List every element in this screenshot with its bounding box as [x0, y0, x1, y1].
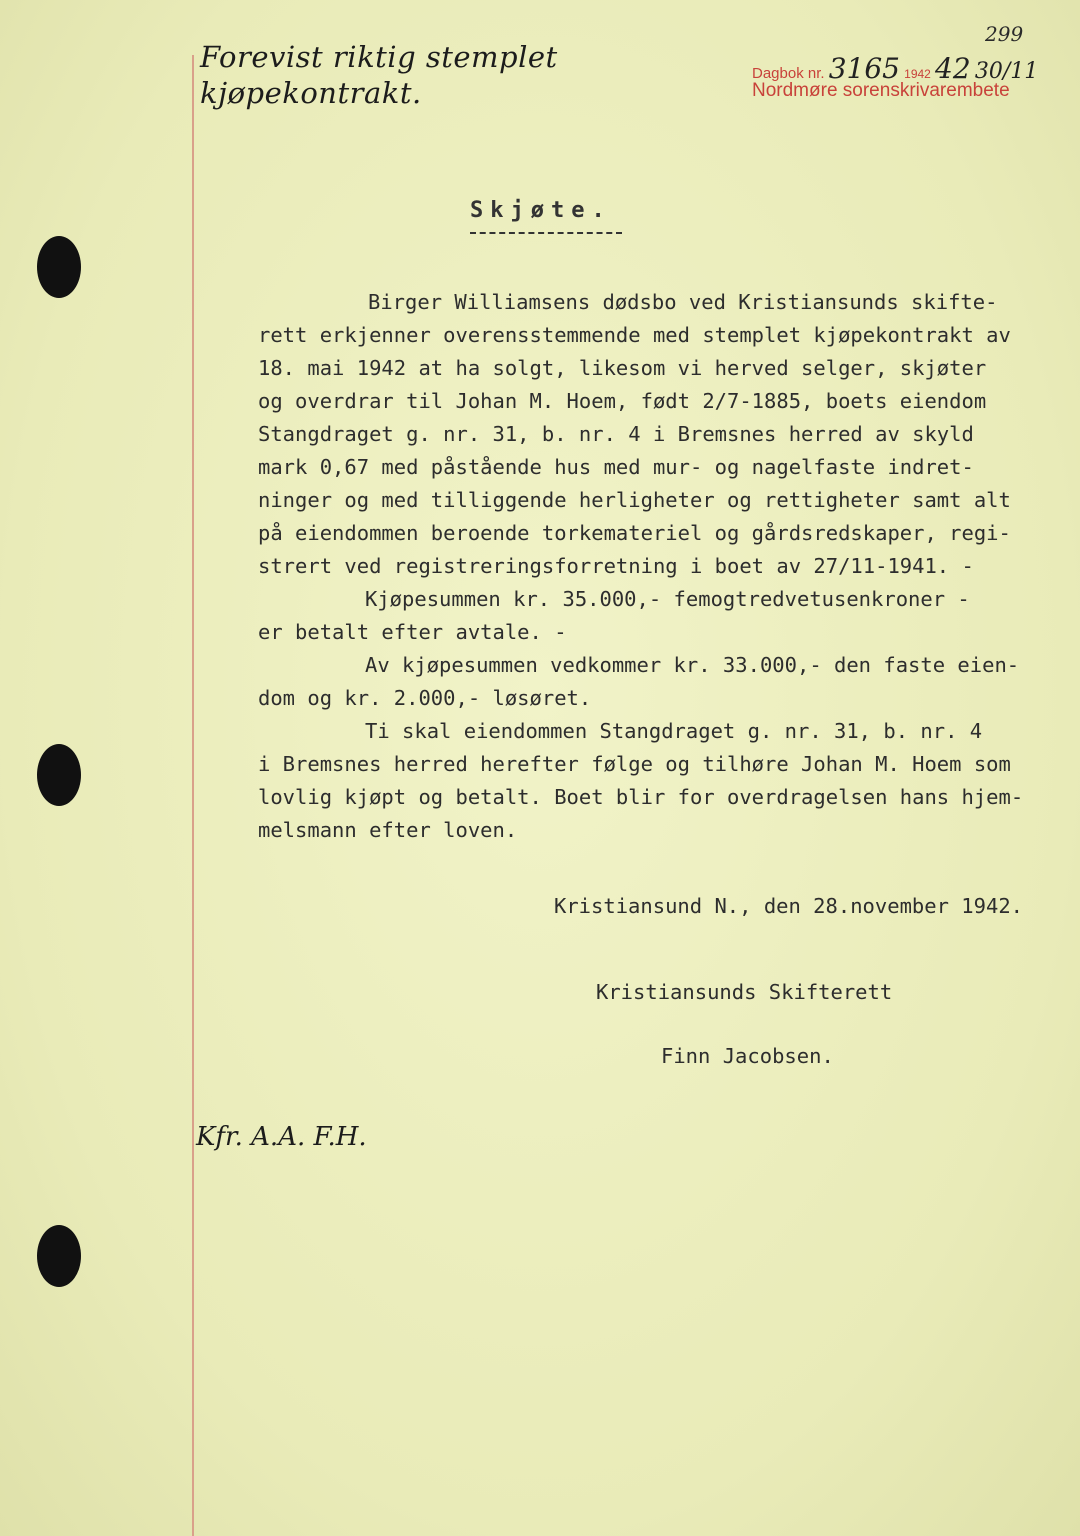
title-underline	[470, 232, 622, 234]
stamp-year-short: 42	[935, 52, 971, 85]
signatory: Finn Jacobsen.	[661, 1044, 834, 1068]
body-line: ninger og med tilliggende herligheter og rettigheter samt alt	[258, 488, 1011, 512]
issuer: Kristiansunds Skifterett	[596, 980, 893, 1004]
stamp-date: 30/11	[974, 59, 1039, 84]
place-date: Kristiansund N., den 28.november 1942.	[554, 894, 1023, 918]
body-line: Stangdraget g. nr. 31, b. nr. 4 i Bremsnes herred av skyld	[258, 422, 974, 446]
stamp-office: Nordmøre sorenskrivarembete	[752, 80, 1010, 101]
handwritten-annotation-line2: kjøpekontrakt.	[200, 76, 422, 110]
body-line: rett erkjenner overensstemmende med stemplet kjøpekontrakt av	[258, 323, 1011, 347]
body-line: Av kjøpesummen vedkommer kr. 33.000,- den faste eien-	[365, 653, 1020, 677]
body-line: Kjøpesummen kr. 35.000,- femogtredvetusenkroner -	[365, 587, 970, 611]
handwritten-initials: Kfr. A.A. F.H.	[196, 1122, 367, 1152]
punch-hole-bottom	[37, 1225, 81, 1287]
stamp-year: 1942	[904, 67, 931, 81]
handwritten-annotation-line1: Forevist riktig stemplet	[200, 40, 558, 74]
stamp-prefix: Dagbok nr.	[752, 65, 825, 82]
document-title: Skjøte.	[470, 198, 612, 223]
body-line: mark 0,67 med påstående hus med mur- og nagelfaste indret-	[258, 455, 974, 479]
body-line: 18. mai 1942 at ha solgt, likesom vi herved selger, skjøter	[258, 356, 987, 380]
body-line: lovlig kjøpt og betalt. Boet blir for overdragelsen hans hjem-	[258, 785, 1024, 809]
body-line: strert ved registreringsforretning i boet av 27/11-1941. -	[258, 554, 974, 578]
stamp-number: 3165	[828, 52, 900, 85]
body-line: melsmann efter loven.	[258, 818, 518, 842]
punch-hole-middle	[37, 744, 81, 806]
body-line: dom og kr. 2.000,- løsøret.	[258, 686, 592, 710]
body-line: er betalt efter avtale. -	[258, 620, 567, 644]
body-line: i Bremsnes herred herefter følge og tilhøre Johan M. Hoem som	[258, 752, 1011, 776]
page-number: 299	[985, 22, 1024, 46]
body-line: på eiendommen beroende torkemateriel og gårdsredskaper, regi-	[258, 521, 1011, 545]
margin-rule	[192, 55, 194, 1536]
body-line: Ti skal eiendommen Stangdraget g. nr. 31, b. nr. 4	[365, 719, 983, 743]
punch-hole-top	[37, 236, 81, 298]
body-line: og overdrar til Johan M. Hoem, født 2/7-1885, boets eiendom	[258, 389, 987, 413]
body-line: Birger Williamsens dødsbo ved Kristiansunds skifte-	[368, 290, 998, 314]
